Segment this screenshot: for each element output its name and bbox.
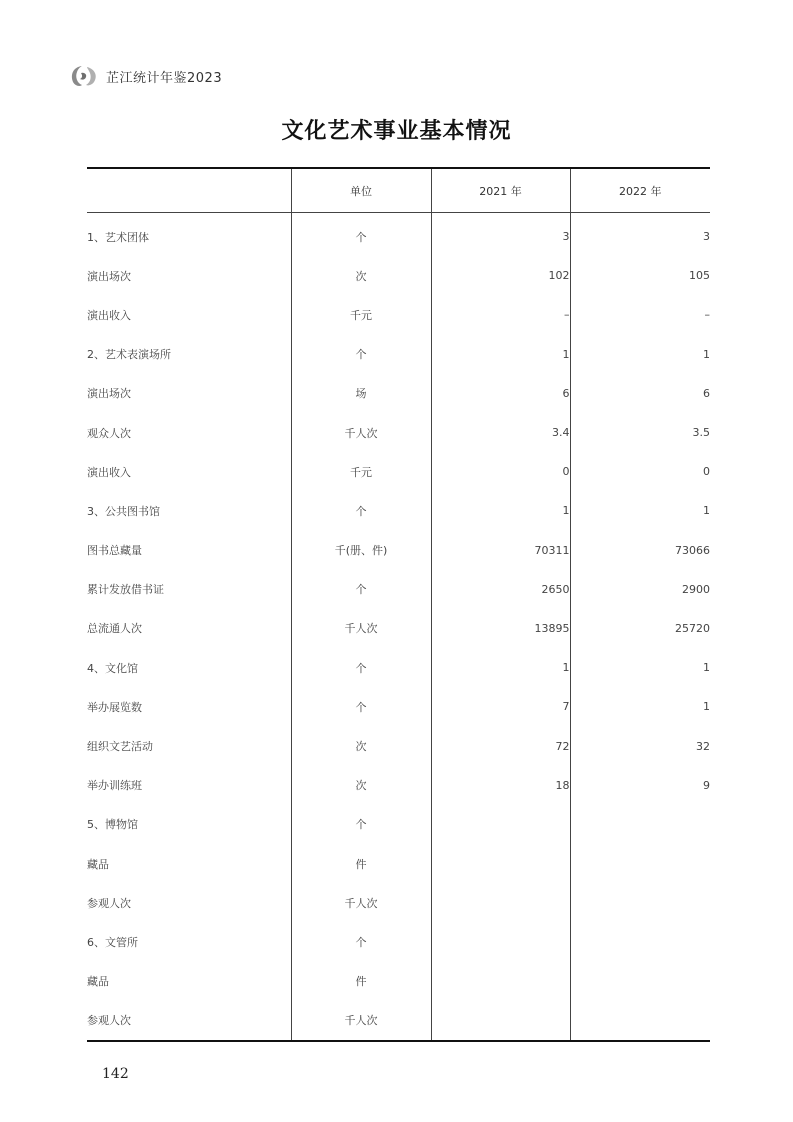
row-unit: 个 [291,922,431,961]
row-value-2022: 73066 [570,531,710,570]
row-label: 演出场次 [87,387,131,401]
row-unit: 千元 [291,452,431,491]
row-unit: 个 [291,805,431,844]
row-label: 2、艺术表演场所 [87,348,171,362]
table-row [87,413,710,452]
row-unit: 千人次 [291,413,431,452]
table-row [87,531,710,570]
row-label: 1、艺术团体 [87,230,149,244]
table-row [87,922,710,961]
row-unit: 场 [291,374,431,413]
row-label: 举办展览数 [87,700,142,714]
row-value-2022: 1 [570,491,710,530]
table-row [87,256,710,295]
row-value-2022: 1 [570,335,710,374]
row-value-2021: 70311 [431,531,570,570]
row-unit: 千人次 [291,609,431,648]
row-label: 观众人次 [87,426,131,440]
row-value-2021: 1 [431,335,570,374]
row-value-2022: 2900 [570,570,710,609]
table-row [87,452,710,491]
row-value-2021: 1 [431,491,570,530]
table-row [87,213,710,257]
table-row [87,374,710,413]
row-unit: 千(册、件) [291,531,431,570]
row-value-2022: 105 [570,256,710,295]
table-row [87,883,710,922]
row-value-2022: 1 [570,687,710,726]
yearbook-logo-icon [68,63,100,89]
row-value-2022: 1 [570,648,710,687]
row-value-2022 [570,1001,710,1041]
row-unit: 个 [291,491,431,530]
row-label: 6、文管所 [87,935,138,949]
row-label: 参观人次 [87,1001,291,1041]
row-unit: 个 [291,570,431,609]
row-value-2022: 0 [570,452,710,491]
row-label: 总流通人次 [87,622,142,636]
table-row [87,335,710,374]
page-number: 142 [102,1066,129,1082]
table-row [87,295,710,334]
table-row [87,844,710,883]
header-title: 芷江统计年鉴2023 [106,70,223,86]
row-unit: 千元 [291,295,431,334]
row-value-2021: 3 [431,213,570,257]
row-value-2021 [431,922,570,961]
row-label: 演出收入 [87,465,131,479]
column-header-2021: 2021 年 [431,168,570,213]
row-value-2021: 3.4 [431,413,570,452]
table-row [87,648,710,687]
row-unit: 件 [291,844,431,883]
row-value-2022 [570,962,710,1001]
row-value-2021 [431,805,570,844]
row-value-2022 [570,922,710,961]
column-header-unit: 单位 [291,168,431,213]
row-label: 演出场次 [87,269,131,283]
row-value-2021 [431,962,570,1001]
row-value-2021: 1 [431,648,570,687]
row-unit: 次 [291,256,431,295]
row-value-2021: 6 [431,374,570,413]
table-header-row [87,168,710,213]
table-row [87,687,710,726]
row-label: 5、博物馆 [87,818,138,832]
row-label: 图书总藏量 [87,544,142,558]
row-unit: 件 [291,962,431,1001]
running-header [68,62,222,90]
column-header-item [87,168,291,213]
row-label: 举办训练班 [87,779,142,793]
row-value-2021: 102 [431,256,570,295]
row-label: 组织文艺活动 [87,740,153,754]
row-label: 累计发放借书证 [87,583,164,597]
table-row [87,766,710,805]
row-unit: 千人次 [291,883,431,922]
row-value-2021: 0 [431,452,570,491]
row-label: 藏品 [87,975,109,989]
table-row [87,491,710,530]
row-value-2022 [570,883,710,922]
table-row [87,962,710,1001]
table-row [87,1001,710,1041]
row-label: 3、公共图书馆 [87,504,160,518]
table-row [87,609,710,648]
row-unit: 千人次 [291,1001,431,1041]
row-unit: 个 [291,648,431,687]
row-unit: 次 [291,766,431,805]
row-value-2022 [570,844,710,883]
statistics-table [87,167,710,1042]
row-value-2022: 9 [570,766,710,805]
row-value-2022: 6 [570,374,710,413]
row-value-2021: 7 [431,687,570,726]
column-header-2022: 2022 年 [570,168,710,213]
row-value-2022: – [570,295,710,334]
row-unit: 个 [291,335,431,374]
row-unit: 个 [291,213,431,257]
row-value-2021 [431,1001,570,1041]
table-row [87,570,710,609]
row-label: 参观人次 [87,896,131,910]
row-value-2022: 25720 [570,609,710,648]
row-value-2022: 3 [570,213,710,257]
table-body [87,213,710,1041]
table-row [87,726,710,765]
row-value-2021: 72 [431,726,570,765]
row-value-2022: 3.5 [570,413,710,452]
row-unit: 次 [291,726,431,765]
table-row [87,805,710,844]
row-value-2021: – [431,295,570,334]
row-value-2022 [570,805,710,844]
row-label: 藏品 [87,857,109,871]
row-unit: 个 [291,687,431,726]
row-value-2021: 13895 [431,609,570,648]
row-value-2021: 2650 [431,570,570,609]
row-value-2022: 32 [570,726,710,765]
row-value-2021 [431,883,570,922]
page-title: 文化艺术事业基本情况 [281,118,512,144]
row-label: 演出收入 [87,308,131,322]
row-value-2021 [431,844,570,883]
row-value-2021: 18 [431,766,570,805]
row-label: 4、文化馆 [87,661,138,675]
